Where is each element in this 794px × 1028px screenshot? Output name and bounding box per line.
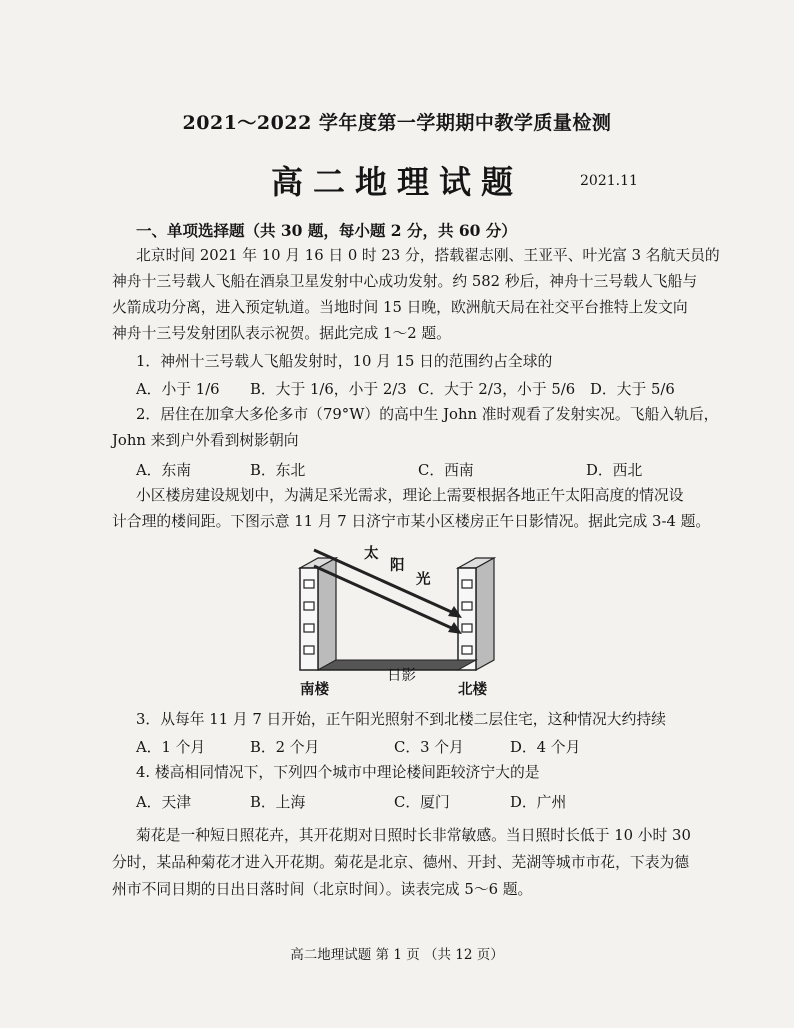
south-building-label: 南楼 xyxy=(300,681,329,698)
sun-shadow-figure xyxy=(290,538,512,700)
sun-label-2: 阳 xyxy=(390,557,405,574)
passage-line: 神舟十三号发射团队表示祝贺。据此完成 1～2 题。 xyxy=(112,325,451,342)
exam-date: 2021.11 xyxy=(580,173,638,189)
q2-option-a: A．东南 xyxy=(136,462,192,479)
passage-line: 分时，某品种菊花才进入开花期。菊花是北京、德州、开封、芜湖等城市市花，下表为德 xyxy=(112,854,690,871)
q3-option-a: A．1 个月 xyxy=(136,739,206,756)
north-building xyxy=(458,558,494,670)
q2-option-d: D．西北 xyxy=(586,462,643,479)
q3-option-d: D．4 个月 xyxy=(510,739,581,756)
q2-option-b: B．东北 xyxy=(250,462,306,479)
passage-line: 北京时间 2021 年 10 月 16 日 0 时 23 分，搭载翟志刚、王亚平、叶光富 3 名航天员的 xyxy=(136,247,720,264)
passage-line: 菊花是一种短日照花卉，其开花期对日照时长非常敏感。当日照时长低于 10 小时 30 xyxy=(136,827,691,844)
q4-option-c: C．厦门 xyxy=(394,794,450,811)
q4-option-a: A．天津 xyxy=(136,794,192,811)
question-2-stem: 2．居住在加拿大多伦多市（79°W）的高中生 John 准时观看了发射实况。飞船入轨后， xyxy=(136,406,719,423)
q2-option-c: C．西南 xyxy=(418,462,474,479)
passage-line: 小区楼房建设规划中，为满足采光需求，理论上需要根据各地正午太阳高度的情况设 xyxy=(136,487,684,504)
north-building-label: 北楼 xyxy=(458,681,487,698)
question-2-stem-cont: John 来到户外看到树影朝向 xyxy=(112,432,299,449)
sun-label-1: 太 xyxy=(364,545,379,562)
q1-option-b: B．大于 1/6，小于 2/3 xyxy=(250,381,407,398)
q3-option-c: C．3 个月 xyxy=(394,739,464,756)
section-title: 一、单项选择题（共 30 题，每小题 2 分，共 60 分） xyxy=(136,221,517,240)
passage-line: 州市不同日期的日出日落时间（北京时间）。读表完成 5～6 题。 xyxy=(112,881,533,898)
q3-option-b: B．2 个月 xyxy=(250,739,320,756)
page-footer: 高二地理试题 第 1 页 （共 12 页） xyxy=(290,947,504,963)
page-title: 高二地理试题 xyxy=(270,163,523,201)
passage-line: 神舟十三号载人飞船在酒泉卫星发射中心成功发射。约 582 秒后，神舟十三号载人飞船与 xyxy=(112,273,698,290)
question-1-stem: 1．神州十三号载人飞船发射时，10 月 15 日的范围约占全球的 xyxy=(136,353,553,370)
q4-option-d: D．广州 xyxy=(510,794,567,811)
question-4-stem: 4. 楼高相同情况下，下列四个城市中理论楼间距较济宁大的是 xyxy=(136,764,540,781)
sun-label-3: 光 xyxy=(416,571,431,588)
q4-option-b: B．上海 xyxy=(250,794,306,811)
q1-option-d: D．大于 5/6 xyxy=(590,381,675,398)
q1-option-c: C．大于 2/3，小于 5/6 xyxy=(418,381,576,398)
shadow-label: 日影 xyxy=(387,668,416,684)
passage-line: 计合理的楼间距。下图示意 11 月 7 日济宁市某小区楼房正午日影情况。据此完成 3-4 题。 xyxy=(112,513,711,530)
question-3-stem: 3．从每年 11 月 7 日开始，正午阳光照射不到北楼二层住宅，这种情况大约持续 xyxy=(136,711,666,728)
passage-line: 火箭成功分离，进入预定轨道。当地时间 15 日晚，欧洲航天局在社交平台推特上发文向 xyxy=(112,299,688,316)
q1-option-a: A．小于 1/6 xyxy=(136,381,220,398)
exam-header: 2021～2022 学年度第一学期期中教学质量检测 xyxy=(182,112,612,134)
